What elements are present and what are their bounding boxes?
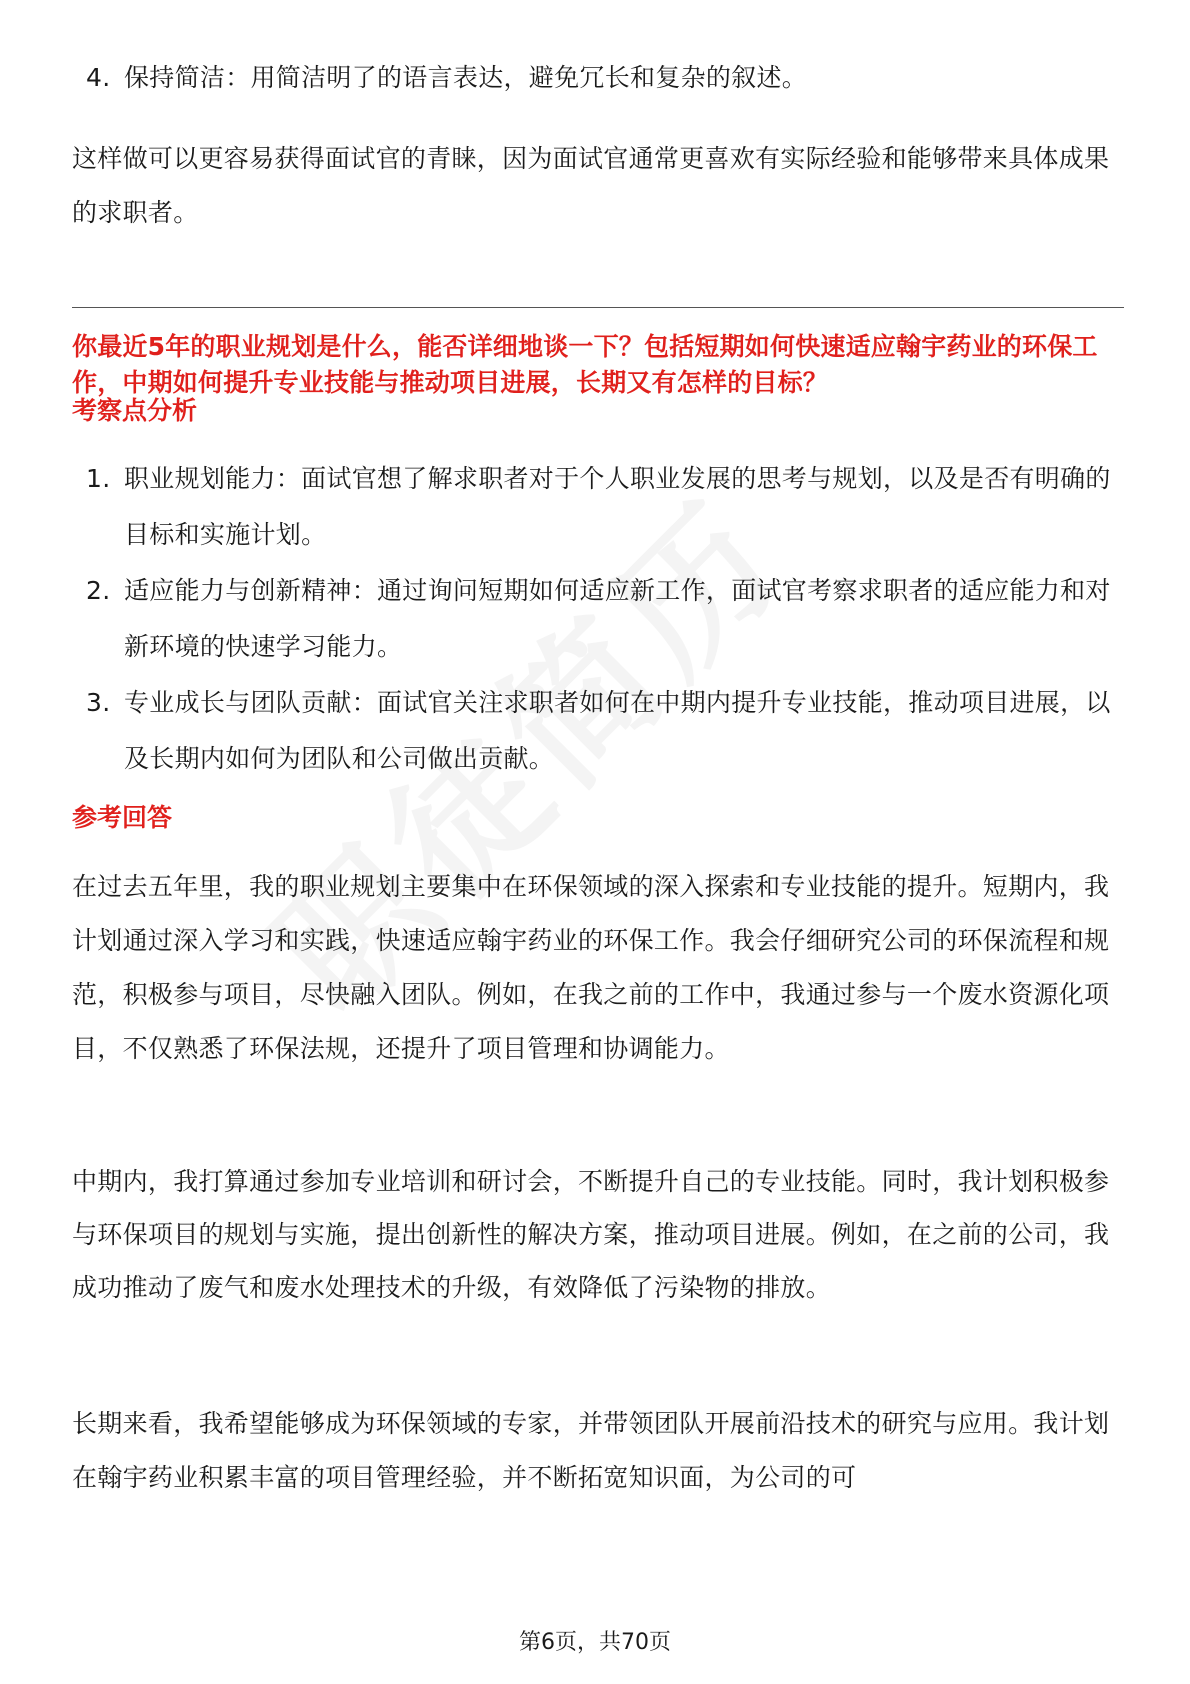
paragraph: 中期内，我打算通过参加专业培训和研讨会，不断提升自己的专业技能。同时，我计划积极参与环保项目的规划与实施，提出创新性的解决方案，推动项目进展。例如，在之前的公司，我成功推动了废气和废水处理技术的升级，有效降低了污染物的排放。 (72, 1167, 1110, 1302)
paragraph: 长期来看，我希望能够成为环保领域的专家，并带领团队开展前沿技术的研究与应用。我计划在翰宇药业积累丰富的项目管理经验，并不断拓宽知识面，为公司的可 (72, 1409, 1110, 1492)
list-text: 适应能力与创新精神：通过询问短期如何适应新工作，面试官考察求职者的适应能力和对新环境的快速学习能力。 (124, 576, 1111, 661)
analysis-heading: 考察点分析 (72, 396, 198, 425)
analysis-list (72, 451, 1124, 787)
paragraph: 在过去五年里，我的职业规划主要集中在环保领域的深入探索和专业技能的提升。短期内，我计划通过深入学习和实践，快速适应翰宇药业的环保工作。我会仔细研究公司的环保流程和规范，积极参与项目，尽快融入团队。例如，在我之前的工作中，我通过参与一个废水资源化项目，不仅熟悉了环保法规，还提升了项目管理和协调能力。 (72, 872, 1110, 1063)
conclusion-paragraph (72, 132, 1124, 240)
list-item (72, 50, 1124, 106)
list-item (72, 563, 1124, 675)
previous-answer-tail (72, 50, 1124, 106)
list-number: 4. (86, 63, 111, 92)
list-text: 专业成长与团队贡献：面试官关注求职者如何在中期内提升专业技能，推动项目进展，以及长期内如何为团队和公司做出贡献。 (124, 688, 1111, 773)
interview-question: 你最近5年的职业规划是什么，能否详细地谈一下？包括短期如何快速适应翰宇药业的环保工作，中期如何提升专业技能与推动项目进展，长期又有怎样的目标？ (72, 332, 1098, 397)
list-item (72, 451, 1124, 563)
list-text: 职业规划能力：面试官想了解求职者对于个人职业发展的思考与规划，以及是否有明确的目标和实施计划。 (124, 464, 1111, 549)
paragraph: 这样做可以更容易获得面试官的青睐，因为面试官通常更喜欢有实际经验和能够带来具体成果的求职者。 (72, 144, 1110, 227)
answer-paragraph-2 (72, 1155, 1124, 1314)
answer-heading: 参考回答 (72, 803, 173, 832)
page-footer: 第6页，共70页 (519, 1630, 671, 1655)
list-number: 2. (86, 576, 111, 605)
list-number: 3. (86, 688, 111, 717)
answer-paragraph-3 (72, 1397, 1124, 1505)
answer-paragraph-1 (72, 860, 1124, 1076)
list-text: 保持简洁：用简洁明了的语言表达，避免冗长和复杂的叙述。 (124, 63, 808, 92)
section-divider (72, 307, 1124, 308)
list-item (72, 675, 1124, 787)
list-number: 1. (86, 464, 111, 493)
